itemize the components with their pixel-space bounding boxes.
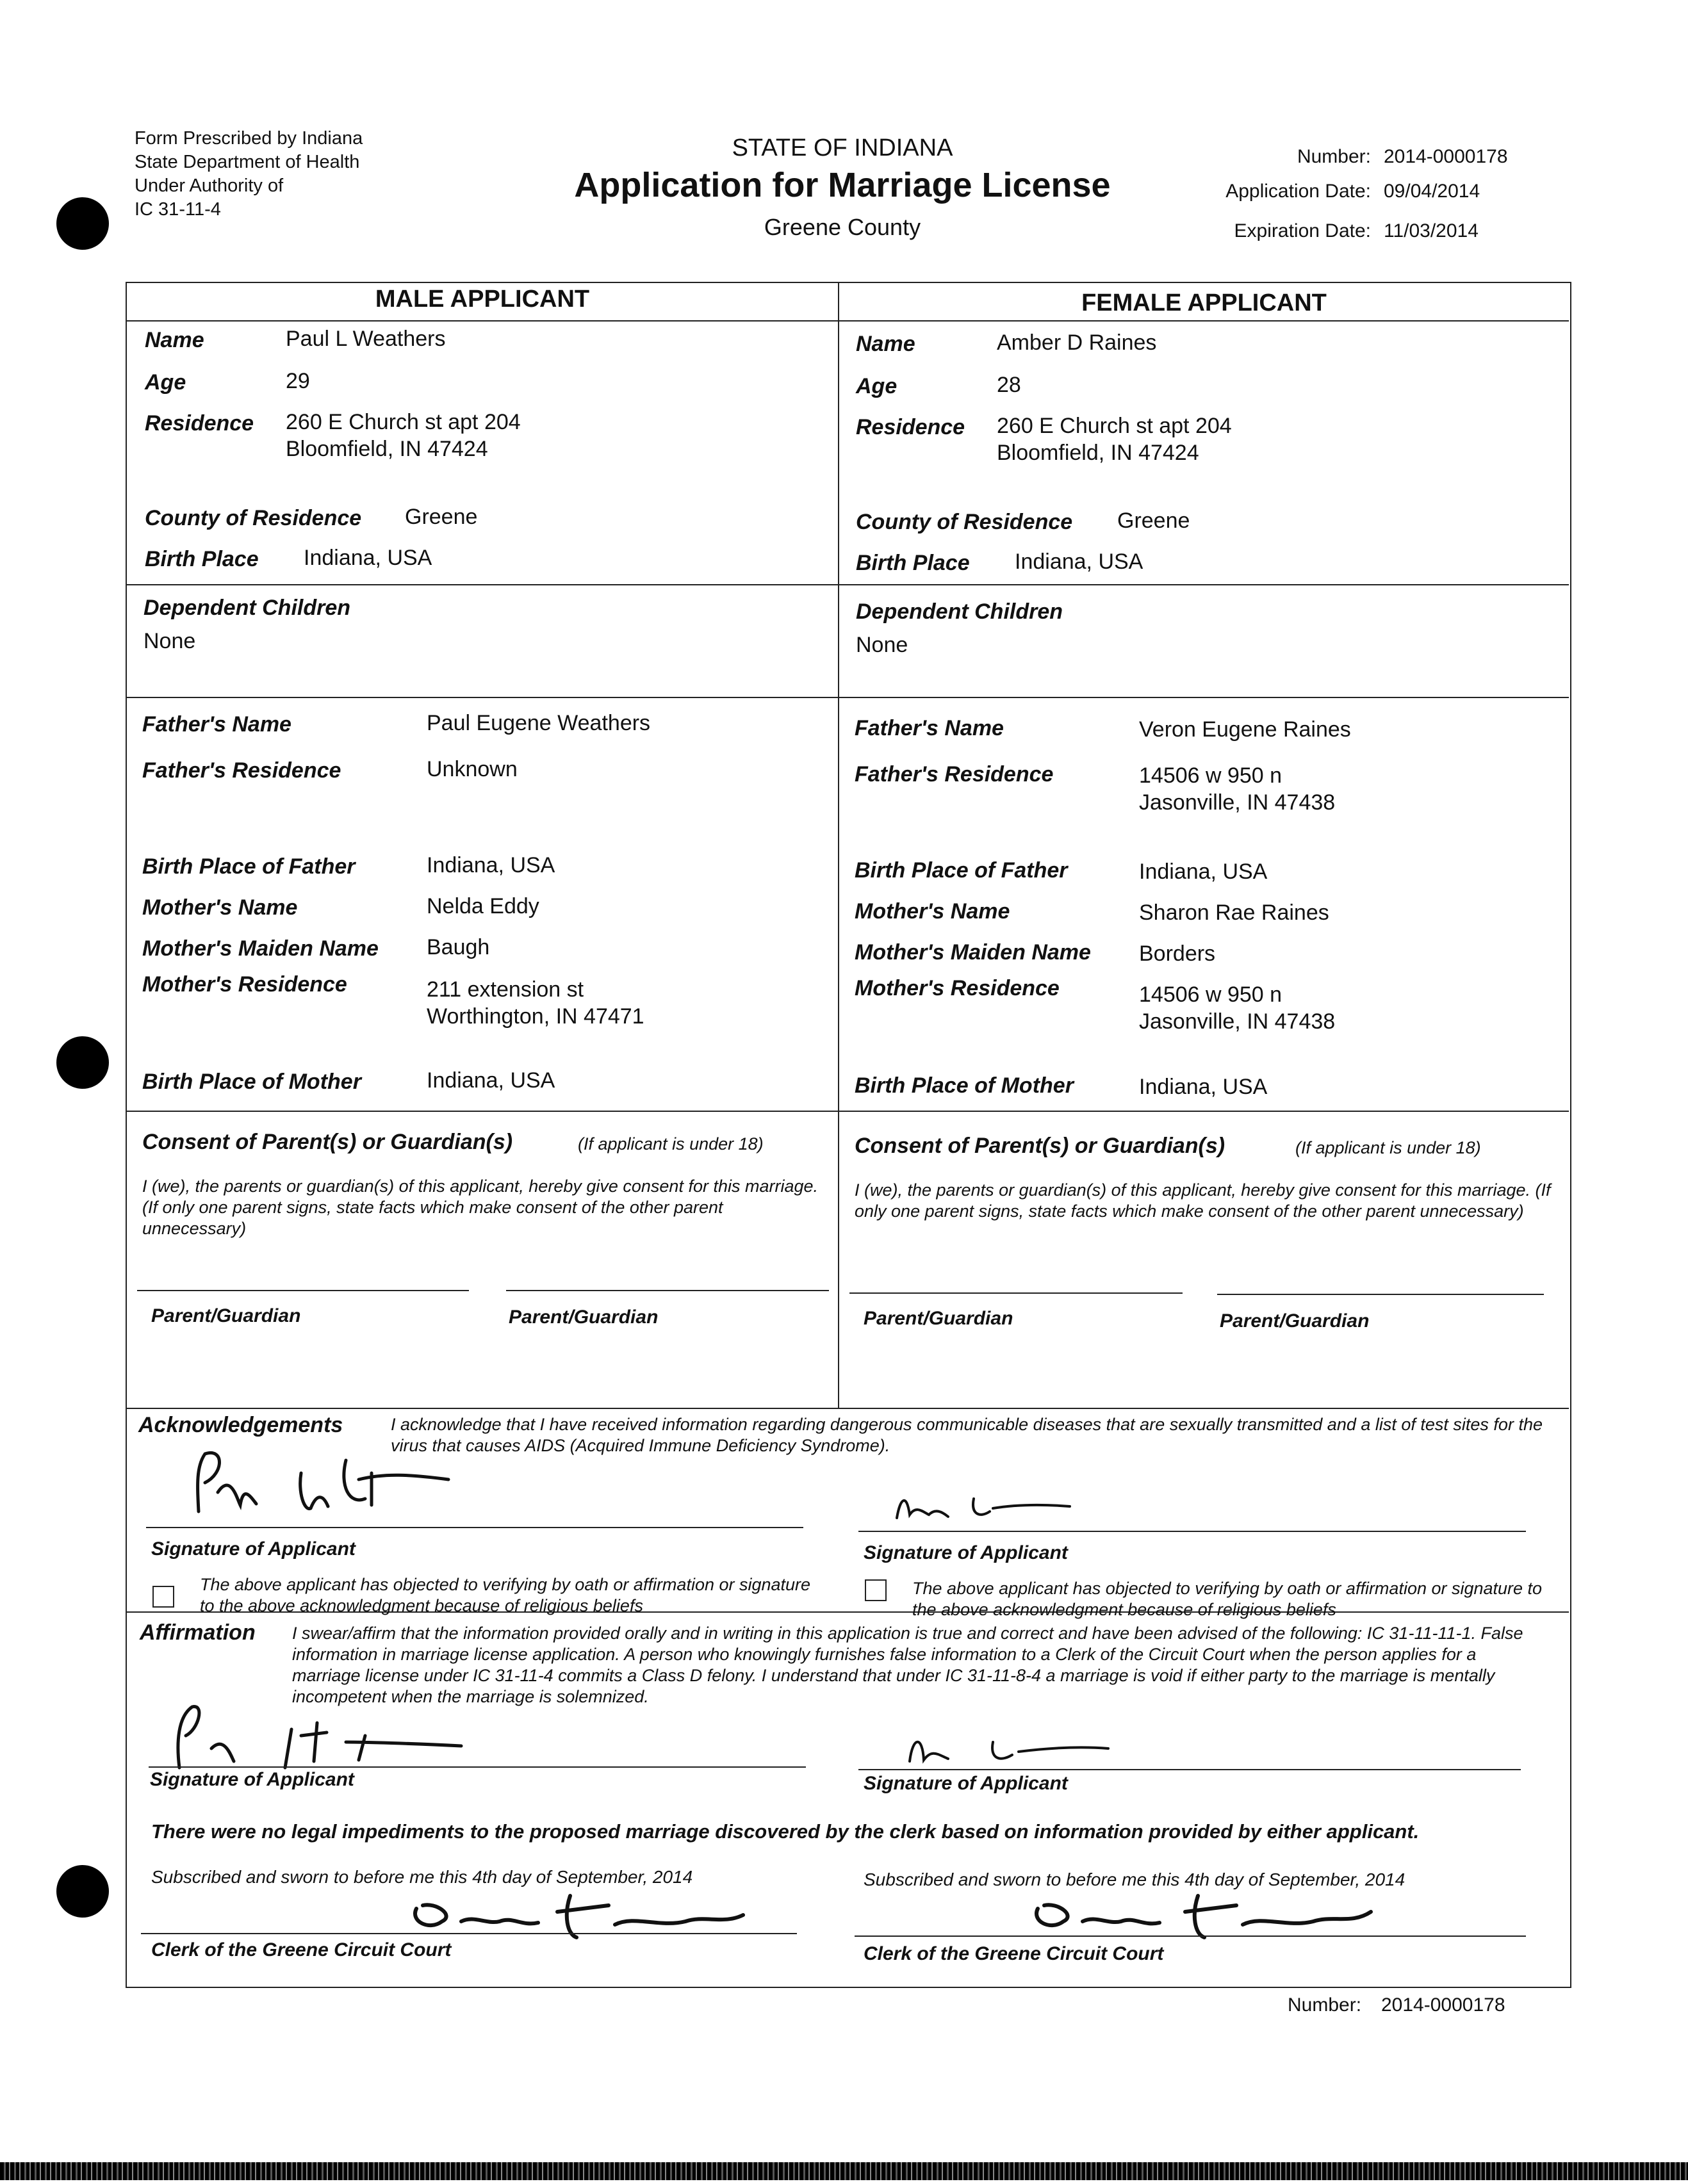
female-consent-note: (If applicant is under 18) (1295, 1138, 1481, 1157)
female-age-label: Age (856, 374, 897, 398)
male-age-value: 29 (286, 369, 310, 393)
female-fathers-residence-line1: 14506 w 950 n (1139, 763, 1282, 788)
form-title: Application for Marriage License (574, 166, 1111, 204)
female-clerk-signature-line (855, 1935, 1526, 1937)
male-residence-label: Residence (145, 411, 254, 436)
female-mothers-maiden-value: Borders (1139, 941, 1216, 966)
female-mother-birthplace-value: Indiana, USA (1139, 1075, 1268, 1099)
male-mothers-maiden-value: Baugh (427, 935, 490, 959)
female-mothers-residence-line2: Jasonville, IN 47438 (1139, 1009, 1336, 1034)
female-residence-label: Residence (856, 415, 965, 439)
male-residence-line1: 260 E Church st apt 204 (286, 410, 521, 434)
male-consent-note: (If applicant is under 18) (578, 1134, 764, 1153)
female-father-birthplace-value: Indiana, USA (1139, 860, 1268, 884)
male-acknowledgement-signature-line (146, 1527, 803, 1528)
female-affirmation-signature-line (858, 1769, 1521, 1770)
punch-hole-top (56, 197, 109, 250)
male-mother-birthplace-value: Indiana, USA (427, 1068, 555, 1093)
female-children-label: Dependent Children (856, 599, 1063, 624)
female-county-value: Greene (1117, 509, 1190, 533)
female-mothers-residence-label: Mother's Residence (855, 976, 1060, 1000)
female-fathers-name-label: Father's Name (855, 716, 1004, 740)
state-heading: STATE OF INDIANA (732, 134, 953, 161)
male-affirmation-signature (154, 1684, 487, 1774)
male-county-label: County of Residence (145, 506, 362, 530)
male-consent-heading: Consent of Parent(s) or Guardian(s) (142, 1130, 513, 1154)
female-name-label: Name (856, 332, 915, 356)
prescribed-by-text: Form Prescribed by Indiana State Department of Health Under Authority of IC 31-11-4 (135, 128, 363, 220)
male-parent-signature-line-1 (137, 1290, 469, 1291)
female-mothers-name-label: Mother's Name (855, 899, 1010, 924)
male-consent-text: I (we), the parents or guardian(s) of this applicant, hereby give consent for this marriage. (If only one parent signs, state facts which make consent of the other parent unnecessary) (142, 1177, 819, 1238)
male-applicant-heading: MALE APPLICANT (375, 286, 590, 313)
male-objection-text: The above applicant has objected to verifying by oath or affirmation or signature to the above acknowledgment because of religious beliefs (200, 1575, 811, 1615)
male-children-value: None (143, 629, 196, 653)
male-parent-guardian-label-1: Parent/Guardian (151, 1305, 301, 1326)
female-father-birthplace-label: Birth Place of Father (855, 858, 1068, 883)
female-parent-signature-line-1 (849, 1292, 1183, 1294)
male-age-label: Age (145, 370, 186, 395)
male-mother-birthplace-label: Birth Place of Mother (142, 1070, 361, 1094)
number-label: Number: (1297, 146, 1371, 167)
female-acknowledgement-signature-label: Signature of Applicant (864, 1542, 1068, 1563)
expiration-date-value: 11/03/2014 (1384, 220, 1479, 241)
male-fathers-name-value: Paul Eugene Weathers (427, 711, 651, 735)
male-parent-signature-line-2 (506, 1290, 829, 1291)
acknowledgements-heading: Acknowledgements (138, 1413, 343, 1437)
male-fathers-residence-label: Father's Residence (142, 758, 341, 783)
consent-row-divider (127, 1111, 1569, 1112)
female-consent-heading: Consent of Parent(s) or Guardian(s) (855, 1134, 1225, 1158)
male-residence-line2: Bloomfield, IN 47424 (286, 437, 488, 461)
county-heading: Greene County (764, 214, 921, 240)
no-impediments-statement: There were no legal impediments to the proposed marriage discovered by the clerk based on information provided by either applicant. (151, 1820, 1420, 1843)
female-mothers-name-value: Sharon Rae Raines (1139, 900, 1329, 925)
male-name-label: Name (145, 328, 204, 352)
male-sworn-statement: Subscribed and sworn to before me this 4th day of September, 2014 (151, 1867, 693, 1887)
female-fathers-residence-line2: Jasonville, IN 47438 (1139, 790, 1336, 815)
female-clerk-label: Clerk of the Greene Circuit Court (864, 1943, 1164, 1964)
children-row-divider (127, 584, 1569, 585)
male-affirmation-signature-label: Signature of Applicant (150, 1769, 354, 1790)
female-birthplace-value: Indiana, USA (1015, 550, 1143, 574)
female-affirmation-signature-label: Signature of Applicant (864, 1773, 1068, 1794)
male-mothers-residence-line2: Worthington, IN 47471 (427, 1004, 644, 1029)
footer-number-value: 2014-0000178 (1381, 1994, 1505, 2016)
parents-row-divider (127, 697, 1569, 698)
male-parent-guardian-label-2: Parent/Guardian (509, 1307, 659, 1328)
female-acknowledgement-signature (884, 1479, 1089, 1531)
female-applicant-heading: FEMALE APPLICANT (1081, 289, 1327, 316)
male-children-label: Dependent Children (143, 596, 351, 620)
male-objection-checkbox[interactable] (152, 1586, 174, 1608)
application-date-value: 09/04/2014 (1384, 181, 1480, 202)
female-sworn-statement: Subscribed and sworn to before me this 4th day of September, 2014 (864, 1870, 1405, 1889)
male-fathers-residence-line1: Unknown (427, 757, 518, 781)
female-mothers-maiden-label: Mother's Maiden Name (855, 940, 1091, 965)
expiration-date-label: Expiration Date: (1234, 220, 1371, 241)
female-parent-guardian-label-2: Parent/Guardian (1220, 1310, 1370, 1332)
ack-row-divider (127, 1408, 1569, 1409)
female-consent-text: I (we), the parents or guardian(s) of this applicant, hereby give consent for this marriage. (If only one parent signs, state facts which make consent of the other parent unnecessary) (855, 1180, 1551, 1221)
female-county-label: County of Residence (856, 510, 1073, 534)
punch-hole-bottom (56, 1865, 109, 1918)
male-affirmation-signature-line (149, 1766, 806, 1768)
female-residence-line1: 260 E Church st apt 204 (997, 414, 1232, 438)
female-parent-signature-line-2 (1217, 1294, 1544, 1295)
affirmation-text: I swear/affirm that the information provided orally and in writing in this application is true and correct and have been advised of the following: IC 31-11-11-1. False information in marriage license application. A person who knowingly furnishes false information to a Clerk of the Circuit Court when the person applies for a marriage license under IC 31-11-4 commits a Class D felony. I understand that under IC 31-11-8-4 a marriage is void if either party to the marriage is mentally incompetent when the marriage is solemnized. (292, 1624, 1523, 1706)
male-acknowledgement-signature-label: Signature of Applicant (151, 1538, 356, 1560)
male-clerk-label: Clerk of the Greene Circuit Court (151, 1939, 452, 1960)
female-children-value: None (856, 633, 908, 657)
female-mother-birthplace-label: Birth Place of Mother (855, 1073, 1074, 1098)
female-name-value: Amber D Raines (997, 330, 1157, 355)
male-name-value: Paul L Weathers (286, 327, 446, 351)
punch-hole-middle (56, 1036, 109, 1089)
female-acknowledgement-signature-line (858, 1531, 1526, 1532)
male-county-value: Greene (405, 505, 478, 529)
center-divider (838, 283, 839, 1408)
female-objection-text: The above applicant has objected to verifying by oath or affirmation or signature to the above acknowledgment because of religious beliefs (912, 1579, 1543, 1619)
affirmation-heading: Affirmation (140, 1620, 256, 1645)
male-father-birthplace-label: Birth Place of Father (142, 854, 356, 879)
female-fathers-residence-label: Father's Residence (855, 762, 1054, 786)
footer-number-label: Number: (1288, 1994, 1362, 2016)
male-mothers-maiden-label: Mother's Maiden Name (142, 936, 379, 961)
female-age-value: 28 (997, 373, 1021, 397)
female-birthplace-label: Birth Place (856, 551, 970, 575)
male-birthplace-value: Indiana, USA (304, 546, 432, 570)
female-objection-checkbox[interactable] (865, 1579, 887, 1601)
male-birthplace-label: Birth Place (145, 547, 259, 571)
male-mothers-residence-line1: 211 extension st (427, 977, 584, 1002)
female-residence-line2: Bloomfield, IN 47424 (997, 441, 1199, 465)
male-mothers-residence-label: Mother's Residence (142, 972, 347, 997)
male-clerk-signature (404, 1877, 762, 1947)
male-mothers-name-value: Nelda Eddy (427, 894, 539, 918)
header-row-divider (127, 320, 1569, 322)
scan-edge-strip (0, 2162, 1688, 2180)
male-fathers-name-label: Father's Name (142, 712, 291, 737)
acknowledgements-text: I acknowledge that I have received information regarding dangerous communicable diseases that are sexually transmitted and a list of test sites for the virus that causes AIDS (Acquired Immune Deficiency Syndrome). (391, 1415, 1543, 1455)
female-parent-guardian-label-1: Parent/Guardian (864, 1308, 1013, 1329)
female-mothers-residence-line1: 14506 w 950 n (1139, 982, 1282, 1007)
number-value: 2014-0000178 (1384, 146, 1508, 167)
male-acknowledgement-signature (179, 1435, 487, 1524)
female-affirmation-signature (897, 1723, 1127, 1774)
male-mothers-name-label: Mother's Name (142, 895, 298, 920)
female-fathers-name-value: Veron Eugene Raines (1139, 717, 1351, 742)
application-date-label: Application Date: (1225, 181, 1371, 202)
male-clerk-signature-line (141, 1933, 797, 1934)
male-father-birthplace-value: Indiana, USA (427, 853, 555, 877)
